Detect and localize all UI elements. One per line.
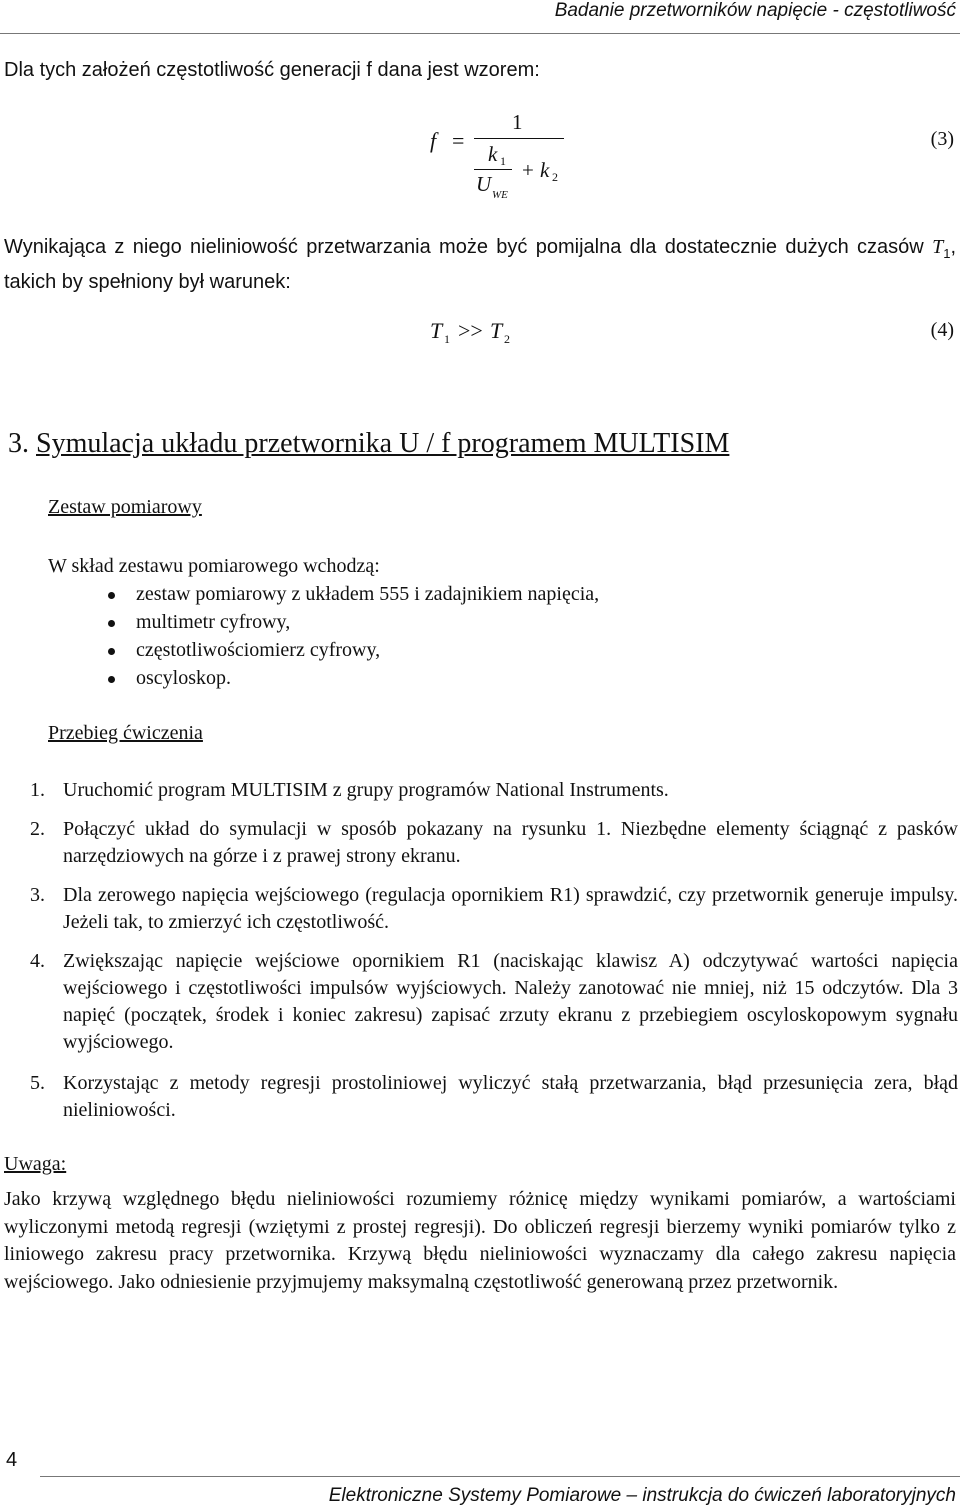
running-footer: Elektroniczne Systemy Pomiarowe – instrukcja do ćwiczeń laboratoryjnych — [328, 1485, 956, 1506]
procedure-step — [30, 1070, 958, 1124]
paragraph-condition — [4, 233, 956, 296]
list-item-text: oscyloskop. — [136, 667, 231, 689]
paragraph-condition-text-end: , takich by spełniony był warunek: — [4, 236, 956, 293]
paragraph-condition-text: Wynikająca z niego nieliniowość przetwarzania może być pomijalna dla dostatecznie dużych czasów — [4, 236, 933, 258]
procedure-step — [30, 948, 958, 1056]
step-number: 3. — [30, 884, 45, 906]
eq3-plus: + — [522, 158, 534, 182]
eq3-k1-sub: 1 — [500, 154, 506, 168]
equation-4 — [430, 318, 540, 354]
equipment-heading: Zestaw pomiarowy — [48, 496, 202, 518]
step-text: Połączyć układ do symulacji w sposób pokazany na rysunku 1. Niezbędne elementy ściągnąć z pasków narzędziowych na górze i z prawej strony ekranu. — [63, 818, 958, 867]
eq3-inner-bar — [474, 169, 512, 170]
page-number: 4 — [6, 1449, 18, 1471]
eq3-k2: k — [540, 158, 550, 182]
eq3-u-sub: WE — [492, 189, 508, 201]
paragraph-condition-t: T — [932, 236, 944, 258]
step-number: 1. — [30, 779, 45, 801]
eq4-operator: >> — [458, 318, 483, 343]
running-header: Badanie przetworników napięcie - częstotliwość — [554, 0, 956, 21]
step-number: 5. — [30, 1072, 45, 1094]
paragraph-condition-t-sub: 1 — [943, 246, 951, 261]
list-item — [108, 609, 599, 637]
step-text: Zwiększając napięcie wejściowe opornikiem R1 (naciskając klawisz A) odczytywać wartości napięcia wejściowego i częstotliwości impulsów wyjściowych. Należy zanotować nie mniej, niż 15 odczytów. Dla 3 napięć (początek, środek i koniec zakresu) zapisać zrzuty ekranu z przebiegiem oscyloskopowym sygnału wyjściowego. — [63, 950, 958, 1053]
list-item — [108, 665, 599, 693]
step-number: 2. — [30, 818, 45, 840]
list-item-text: zestaw pomiarowy z układem 555 i zadajnikiem napięcia, — [136, 583, 600, 605]
step-text: Uruchomić program MULTISIM z grupy programów National Instruments. — [63, 779, 669, 801]
procedure-step — [30, 816, 958, 870]
eq3-u: U — [476, 172, 492, 196]
bullet-icon — [108, 676, 115, 683]
header-rule — [0, 33, 960, 34]
eq3-k2-sub: 2 — [552, 170, 558, 184]
step-text: Korzystając z metody regresji prostoliniowej wyliczyć stałą przetwarzania, błąd przesunięcia zera, błąd nieliniowości. — [63, 1072, 958, 1121]
eq3-numerator: 1 — [512, 110, 523, 134]
note-heading: Uwaga: — [4, 1153, 67, 1175]
eq4-t2-sub: 2 — [504, 332, 510, 346]
step-text: Dla zerowego napięcia wejściowego (regulacja opornikiem R1) sprawdzić, czy przetwornik generuje impulsy. Jeżeli tak, to zmierzyć ich częstotliwość. — [63, 884, 958, 933]
eq3-k1: k — [488, 142, 498, 166]
eq3-fraction-bar — [474, 138, 564, 139]
footer-rule — [40, 1476, 960, 1477]
list-item-text: multimetr cyfrowy, — [136, 611, 291, 633]
intro-paragraph: Dla tych założeń częstotliwość generacji f dana jest wzorem: — [4, 59, 540, 81]
equation-4-number: (4) — [930, 319, 954, 341]
list-item — [108, 581, 599, 609]
equipment-list — [108, 581, 599, 693]
equation-3-number: (3) — [930, 128, 954, 150]
eq4-t2: T — [490, 318, 503, 343]
step-number: 4. — [30, 950, 45, 972]
procedure-step — [30, 882, 958, 936]
procedure-heading: Przebieg ćwiczenia — [48, 722, 203, 744]
list-item — [108, 637, 599, 665]
section-title: Symulacja układu przetwornika U / f programem MULTISIM — [36, 428, 730, 459]
bullet-icon — [108, 592, 115, 599]
bullet-icon — [108, 620, 115, 627]
equation-3 — [428, 110, 588, 210]
eq3-equals: = — [452, 128, 465, 153]
procedure-step — [30, 777, 958, 804]
note-paragraph: Jako krzywą względnego błędu nieliniowości rozumiemy różnicę między wynikami pomiarów, a wartościami wyliczonymi metodą regresji (wziętymi z prostej regresji). Do obliczeń regresji bierzemy wyniki pomiarów tylko z liniowego zakresu pracy przetwornika. Krzywą błędu nieliniowości wyznaczamy dla całego zakresu napięcia wejściowego. Jako odniesienie przyjmujemy maksymalną częstotliwość generowaną przez przetwornik. — [4, 1188, 956, 1293]
equipment-intro: W skład zestawu pomiarowego wchodzą: — [48, 555, 380, 577]
bullet-icon — [108, 648, 115, 655]
section-number: 3. — [8, 428, 29, 459]
section-heading — [8, 428, 729, 460]
eq3-f: f — [430, 128, 437, 153]
list-item-text: częstotliwościomierz cyfrowy, — [136, 639, 381, 661]
eq4-t1: T — [430, 318, 443, 343]
eq4-t1-sub: 1 — [444, 332, 450, 346]
